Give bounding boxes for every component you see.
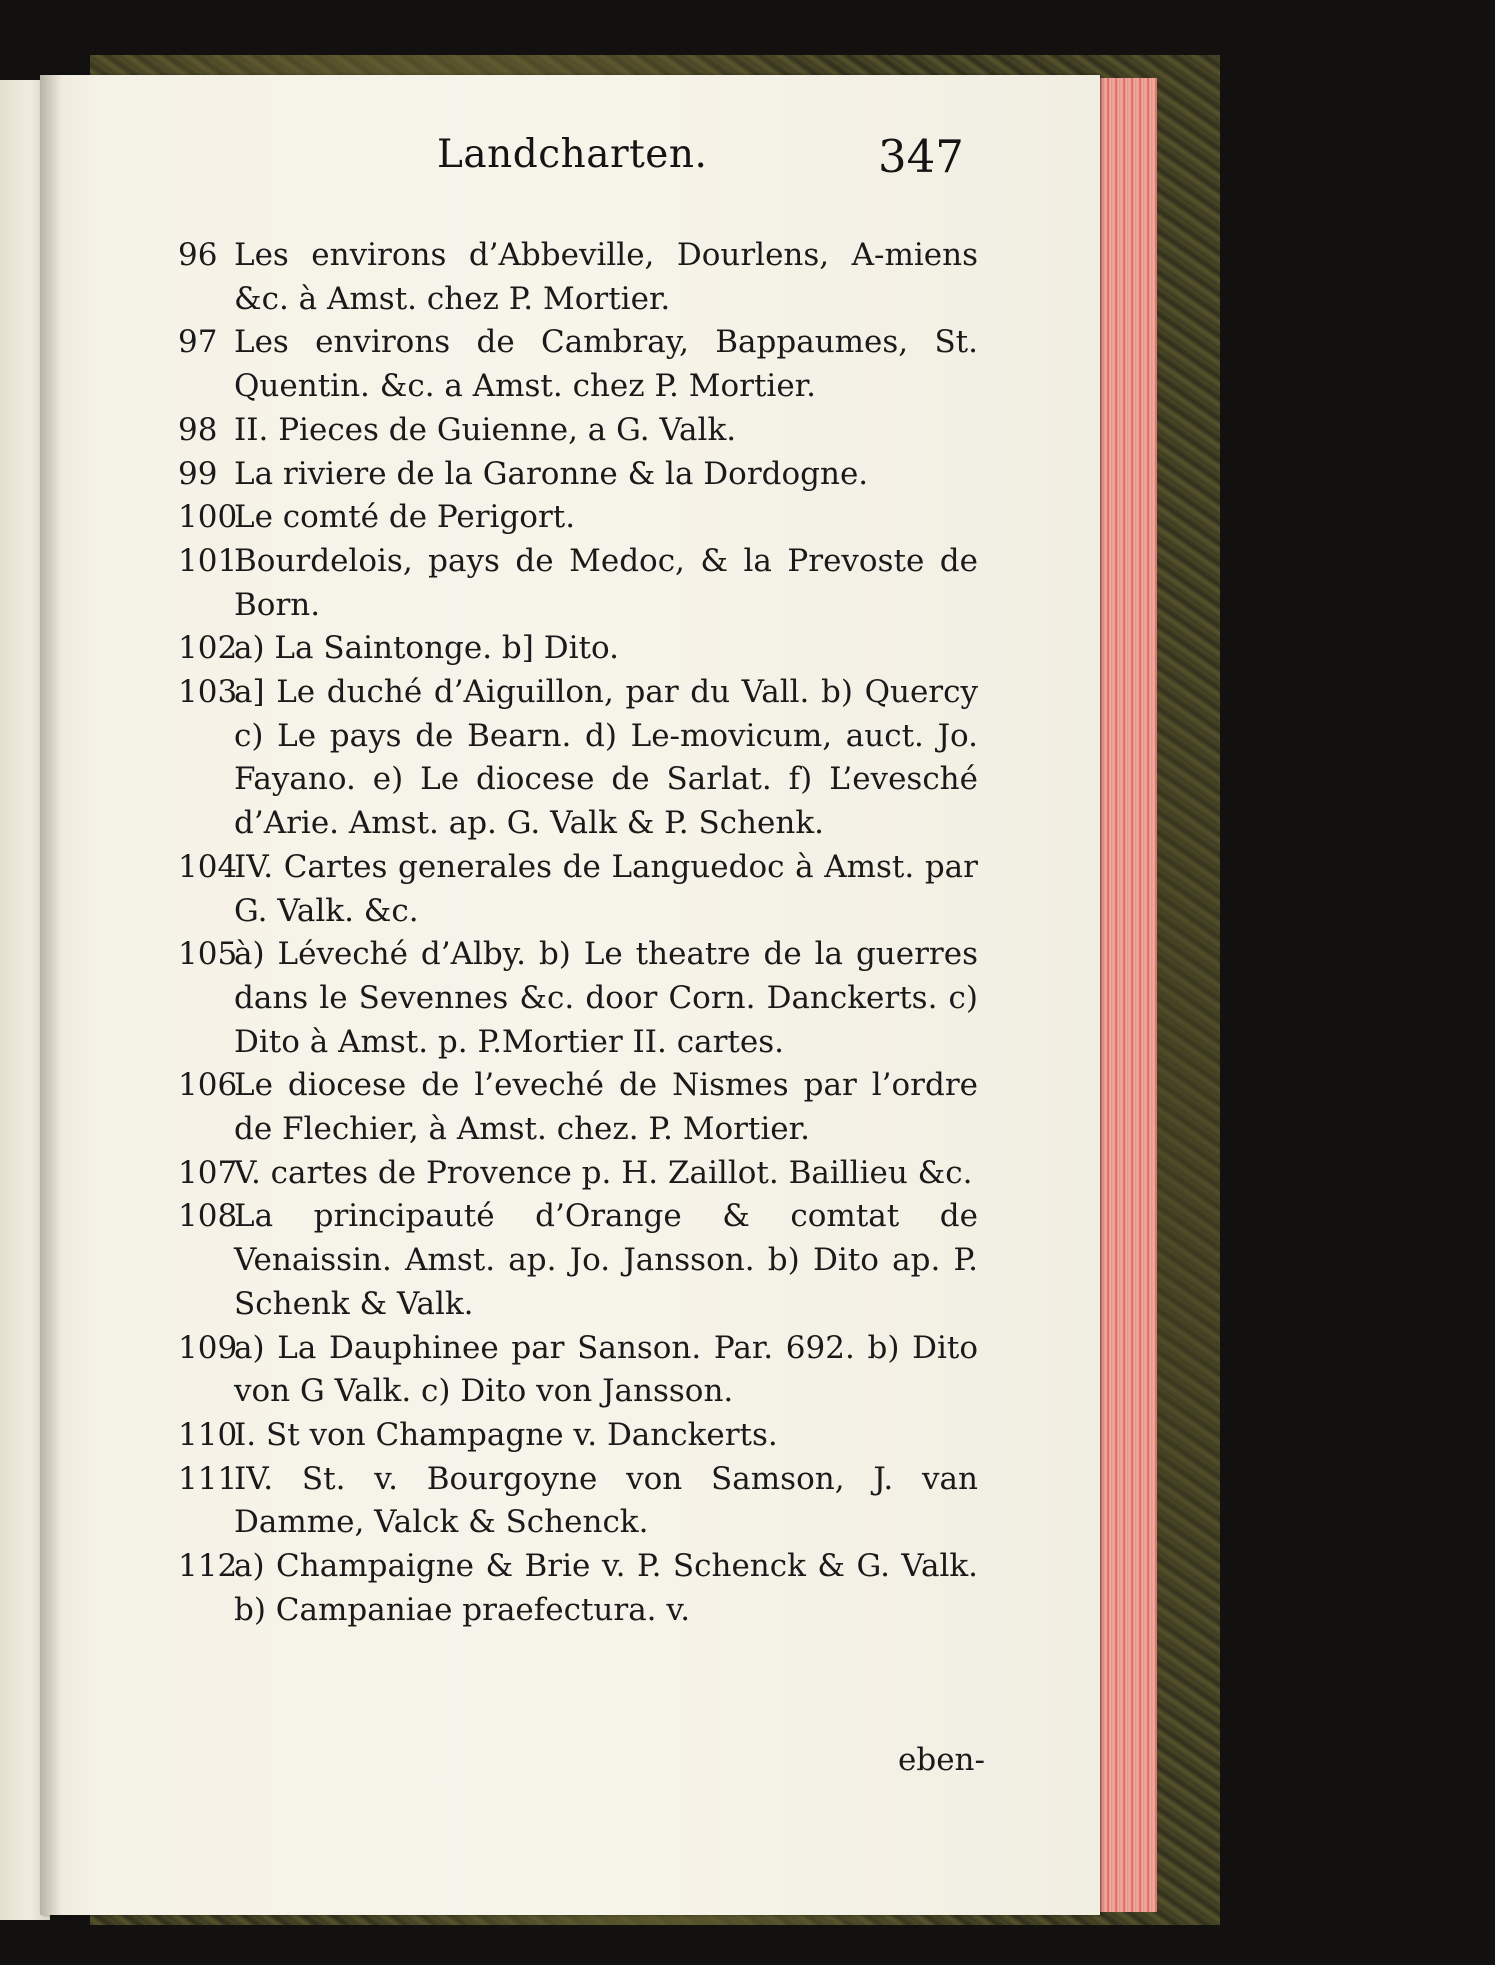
entry-text: Bourdelois, pays de Medoc, & la Prevoste de Born. xyxy=(234,542,978,623)
entry-text: Le comté de Perigort. xyxy=(234,499,576,536)
list-item xyxy=(178,453,978,497)
entry-number: 103 xyxy=(178,674,238,711)
running-head: Landcharten. xyxy=(437,132,708,177)
entry-number: 104 xyxy=(178,848,238,885)
list-item xyxy=(178,846,978,933)
entry-text: I. St von Champagne v. Danckerts. xyxy=(234,1416,778,1453)
entry-text: Les environs d’Abbeville, Dourlens, A-miens &c. à Amst. chez P. Mortier. xyxy=(234,237,978,317)
entry-text: a) La Saintonge. b] Dito. xyxy=(234,630,619,667)
entry-text: La riviere de la Garonne & la Dordogne. xyxy=(234,455,869,492)
entry-text: a) Champaigne & Brie v. P. Schenck & G. Valk. b) Campaniae praefectura. v. xyxy=(234,1548,978,1628)
entry-number: 106 xyxy=(178,1067,238,1104)
entry-number: 99 xyxy=(178,455,218,492)
list-item xyxy=(178,1064,978,1151)
list-item xyxy=(178,627,978,671)
catchword: eben- xyxy=(898,1742,985,1778)
list-item xyxy=(178,1327,978,1414)
entry-number: 100 xyxy=(178,499,238,536)
map-list xyxy=(178,234,978,1633)
entry-number: 97 xyxy=(178,324,218,361)
list-item xyxy=(178,1414,978,1458)
list-item xyxy=(178,409,978,453)
list-item xyxy=(178,1152,978,1196)
list-item xyxy=(178,321,978,408)
page-number: 347 xyxy=(878,130,964,183)
entry-text: Les environs de Cambray, Bappaumes, St. Quentin. &c. a Amst. chez P. Mortier. xyxy=(234,324,978,405)
entry-text: à) Léveché d’Alby. b) Le theatre de la guerres dans le Sevennes &c. door Corn. Danckerts. c) Dito à Amst. p. P.Mortier II. cartes. xyxy=(234,936,978,1060)
entry-number: 110 xyxy=(178,1416,238,1453)
list-item xyxy=(178,234,978,321)
entry-number: 112 xyxy=(178,1548,238,1585)
entry-number: 111 xyxy=(178,1460,238,1497)
entry-number: 107 xyxy=(178,1154,238,1191)
entry-text: IV. St. v. Bourgoyne von Samson, J. van Damme, Valck & Schenck. xyxy=(234,1460,978,1541)
entry-number: 108 xyxy=(178,1198,238,1235)
entry-text: La principauté d’Orange & comtat de Venaissin. Amst. ap. Jo. Jansson. b) Dito ap. P. Schenk & Valk. xyxy=(234,1198,978,1322)
entry-text: V. cartes de Provence p. H. Zaillot. Baillieu &c. xyxy=(234,1154,973,1191)
list-item xyxy=(178,496,978,540)
entry-number: 98 xyxy=(178,411,218,448)
entry-text: a) La Dauphinee par Sanson. Par. 692. b) Dito von G Valk. c) Dito von Jansson. xyxy=(234,1329,978,1410)
list-item xyxy=(178,1458,978,1545)
entry-text: II. Pieces de Guienne, a G. Valk. xyxy=(234,411,737,448)
list-item xyxy=(178,933,978,1064)
entry-number: 101 xyxy=(178,542,238,579)
list-item xyxy=(178,540,978,627)
page-edges-red xyxy=(1095,78,1157,1912)
entry-text: IV. Cartes generales de Languedoc à Amst. par G. Valk. &c. xyxy=(234,848,978,929)
list-item xyxy=(178,1195,978,1326)
entry-text: Le diocese de l’eveché de Nismes par l’ordre de Flechier, à Amst. chez. P. Mortier. xyxy=(234,1067,978,1148)
list-item xyxy=(178,1545,978,1632)
entry-number: 102 xyxy=(178,630,238,667)
entry-number: 96 xyxy=(178,237,218,273)
list-item xyxy=(178,671,978,846)
entry-number: 105 xyxy=(178,936,238,973)
entry-number: 109 xyxy=(178,1329,238,1366)
entry-text: a] Le duché d’Aiguillon, par du Vall. b) Quercy c) Le pays de Bearn. d) Le-movicum, auct. Jo. Fayano. e) Le diocese de Sarlat. f) L’evesché d’Arie. Amst. ap. G. Valk & P. Schenk. xyxy=(234,674,978,842)
page-gutter-shadow xyxy=(40,75,62,1915)
